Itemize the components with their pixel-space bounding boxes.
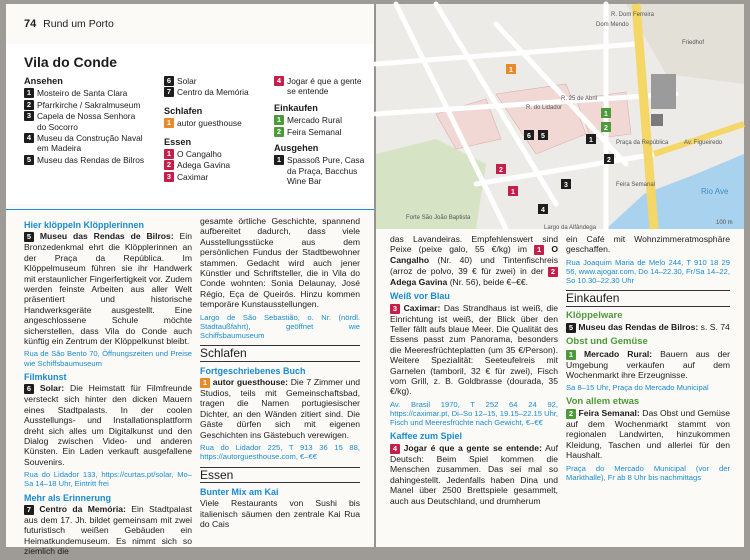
svg-text:1: 1 [589,137,593,144]
subheading: Filmkunst [24,371,67,382]
city-map [376,4,744,229]
legend-item: 1 autor guesthouse [164,118,264,128]
right-column-2 [566,234,730,484]
legend-item: 1 Mosteiro de Santa Clara [24,88,146,98]
svg-text:2: 2 [607,157,611,164]
subheading: Bunter Mix am Kai [200,486,279,497]
legend-ansehen-cont [164,76,264,183]
legend-heading: Ausgehen [274,143,319,154]
legend-item: 3 Capela de Nossa Senhora do Socorro [24,111,146,132]
svg-text:R. 25 de Abril: R. 25 de Abril [561,96,598,102]
subheading: Von allem etwas [566,395,640,407]
legend-item: 3 Caximar [164,172,264,182]
svg-text:3: 3 [564,182,568,189]
subheading: Kaffee zum Spiel [390,431,463,442]
svg-text:4: 4 [541,207,545,214]
subheading: Hier klöppeln Klöpplerinnen [24,220,145,230]
svg-text:Av. Figueiredo: Av. Figueiredo [684,140,723,146]
section-heading: Einkaufen [566,290,730,306]
address: Largo de São Sebastião, o. Nr. (nördl. Stadtaußfahrt), geöffnet wie Schiffsbaumuseum [200,312,360,341]
paragraph: 2 Feira Semanal: Das Obst und Gemüse auf dem Wochenmarkt stammt von regionalen Landwirten, hinzukommen Kleidung, Taschen und allerlei für den Haushalt. [566,408,730,461]
section-heading: Schlafen [200,345,360,361]
legend-item: 1 O Cangalho [164,149,264,159]
paragraph: ein Café mit Wohnzimmeratmosphäre geschaffen. [566,234,730,255]
running-head-title: Rund um Porto [43,18,114,30]
legend-item: 2 Feira Semanal [274,127,370,137]
svg-text:Friedhof: Friedhof [682,40,705,46]
paragraph: 1 autor guesthouse: Die 7 Zimmer und Studios, teils mit Gemeinschaftsbad, tragen die Namen portugiesischer Dichter, an den Wänden zitiert sind. Die Gäste dürfen sich mit eigenen Geschichten ins Gästebuch verewigen. [200,377,360,440]
svg-text:Largo da Alfândega: Largo da Alfândega [544,225,597,231]
svg-text:2: 2 [499,167,503,174]
legend-item: 5 Museu das Rendas de Bilros [24,155,146,165]
paragraph: 6 Solar: Die Heimstatt für Filmfreunde versteckt sich hinter den dicken Mauern eines Stadtpalasts. In der coolen Ausstellungs- und Installationsplattform dreht sich alles um Digitalkunst und den Dialog zwischen Video- und anderen Künsten. Ein Laden verkauft ausgefallene Souvenirs. [24,383,192,467]
svg-text:Dom Mendo: Dom Mendo [596,22,629,28]
legend-title: Vila do Conde [24,54,118,70]
svg-text:R. Dom Ferreira: R. Dom Ferreira [611,12,655,18]
subheading: Obst und Gemüse [566,336,648,348]
address: Rua do Lidador 133, https://curtas.pt/solar, Mo–Sa 14–18 Uhr, Eintritt frei [24,470,192,489]
left-page [6,4,374,557]
section-divider [6,209,374,210]
running-head [24,18,114,30]
svg-text:1: 1 [511,189,515,196]
left-column-1 [24,216,192,560]
svg-text:5: 5 [541,133,545,140]
paragraph: 3 Caximar: Das Strandhaus ist weiß, die Einrichtung ist weiß, der Blick über den Teller fällt aufs blaue Meer. Die Qualität des Essens passt zum Panorama, besonders die Meeresfrüchteplatten (um 35 €/Person). Weitere Spezialität: Seeteufelreis mit Garnelen (tamboril, 32 € für zwei), Fisch vom Grill, z. B. Goldbrasse (dourada, 35 €/kg). [390,302,558,397]
paragraph: gesamte örtliche Geschichte, spannend aufbereitet dadurch, dass viele Ausstellungsstücke aus dem persönlichen Fundus der Stadtbewohner stammen. Gedacht wird auch jener Künstler und Schriftsteller, die in Vila do Conde wohnten: Sonia Delaunay, José Régio, Eça de Queirós. Hinzu kommen temporäre Kunstausstellungen. [200,216,360,310]
svg-text:100 m: 100 m [716,220,733,226]
svg-text:6: 6 [527,133,531,140]
paragraph: das Lavandeiras. Empfehlenswert sind Peixe (peixe galo, 55 €/kg) im 1 O Cangalho (Nr. 40) und Tintenfischreis (arroz de polvo, 39 € für zwei) in der 2 Adega Gavina (Nr. 56), beide €–€€. [390,234,559,287]
legend-item: 1 Mercado Rural [274,115,370,125]
right-page [376,4,744,547]
legend-einkaufen [274,76,370,188]
svg-text:Feira Semanal: Feira Semanal [616,182,656,188]
map-legend [6,44,374,204]
svg-text:Forte São João Baptista: Forte São João Baptista [406,215,471,221]
address: Praça do Mercado Municipal (vor der Markthalle), Fr ab 8 Uhr bis nachmittags [566,463,730,482]
paragraph: 7 Centro da Memória: Ein Stadtpalast aus dem 17. Jh. bildet gemeinsam mit zwei futuristisch weißen Gebäuden ein Heimatkundemuseum. Es nimmt sich so ziemlich die [24,503,192,557]
address: Rua de São Bento 70, Öffnungszeiten und Preise wie Schiffsbaumuseum [24,349,192,368]
address: Av. Brasil 1970, T 252 64 24 92, https://caximar.pt, Di–So 12–15, 19.15–22.15 Uhr, Fisch und Meeresfrüchte nach Gewicht, €–€€ [390,399,559,428]
left-column-2 [200,216,360,533]
address: Rua Joaquim Maria de Melo 244, T 910 18 29 56, www.ajogar.com, Do 14–22.30, Fr/Sa 14–22, So 10.30–22.30 Uhr [566,257,730,286]
subheading: Mehr als Erinnerung [24,492,112,503]
subheading: Klöppelware [566,309,623,321]
legend-heading: Essen [164,136,192,147]
svg-text:Praça da República: Praça da República [616,140,669,146]
page-number: 74 [24,18,37,30]
paragraph: 4 Jogar é que a gente se entende: Auf Deutsch: Beim Spiel kommen die Menschen zusammen. Das sei mal so dahingestellt. Jedenfalls haben Dina und Manel über 2500 Brettspiele gesammelt, auch aus Deutschland, und drumherum [390,442,559,506]
paragraph: 5 Museu das Rendas de Bilros: s. S. 74 [566,322,730,333]
section-heading: Essen [200,467,360,483]
legend-heading: Einkaufen [274,102,318,113]
legend-ansehen [24,76,146,166]
legend-item: 4 Jogar é que a gente se entende [274,76,370,97]
paragraph: 1 Mercado Rural: Bauern aus der Umgebung verkaufen auf dem Wochenmarkt ihre Erzeugnisse. [566,348,730,381]
subheading: Weiß vor Blau [390,291,450,302]
paragraph: Viele Restaurants von Sushi bis italienisch säumen den zentrale Kai Rua do Cais [200,498,360,530]
subheading: Fortgeschriebenes Buch [200,365,306,376]
legend-item: 7 Centro da Memória [164,87,264,97]
legend-item: 6 Solar [164,76,264,86]
address: Sa 8–15 Uhr, Praça do Mercado Municipal [566,383,709,393]
legend-heading: Schlafen [164,105,203,116]
legend-item: 1 Spassoß Pure, Casa da Praça, Bacchus Wine Bar [274,155,370,186]
legend-heading: Ansehen [24,76,63,86]
svg-text:2: 2 [604,125,608,132]
legend-item: 4 Museu da Construção Naval em Madeira [24,133,146,154]
svg-text:R. do Lidador: R. do Lidador [526,105,563,111]
address: Rua do Lidador 225, T 913 36 15 88, https://autorguesthouse.com, €–€€ [200,443,360,462]
legend-item: 2 Adega Gavina [164,160,264,170]
right-column-1 [390,234,558,509]
map-graphic [376,4,744,229]
svg-text:Rio Ave: Rio Ave [701,187,729,196]
svg-text:1: 1 [604,111,608,118]
legend-item: 2 Pfarrkirche / Sakralmuseum [24,100,146,110]
paragraph: 5 Museu das Rendas de Bilros: Ein Bronzedenkmal ehrt die Klöpplerinnen an der Praça da República. Im Klöppelmuseum führen sie ihr Handwerk mit erstaunlicher Fingerfertigkeit vor. Zudem werden feinste Arbeiten aus aller Welt präsentiert und historische Handwerksgeräte ausgestellt. Eine angeschlossene Schule möchte sicherstellen, dass Vila do Conde auch künftig ein Zentrum der Klöppelkunst bleibt. [24,231,192,347]
svg-text:1: 1 [509,67,513,74]
